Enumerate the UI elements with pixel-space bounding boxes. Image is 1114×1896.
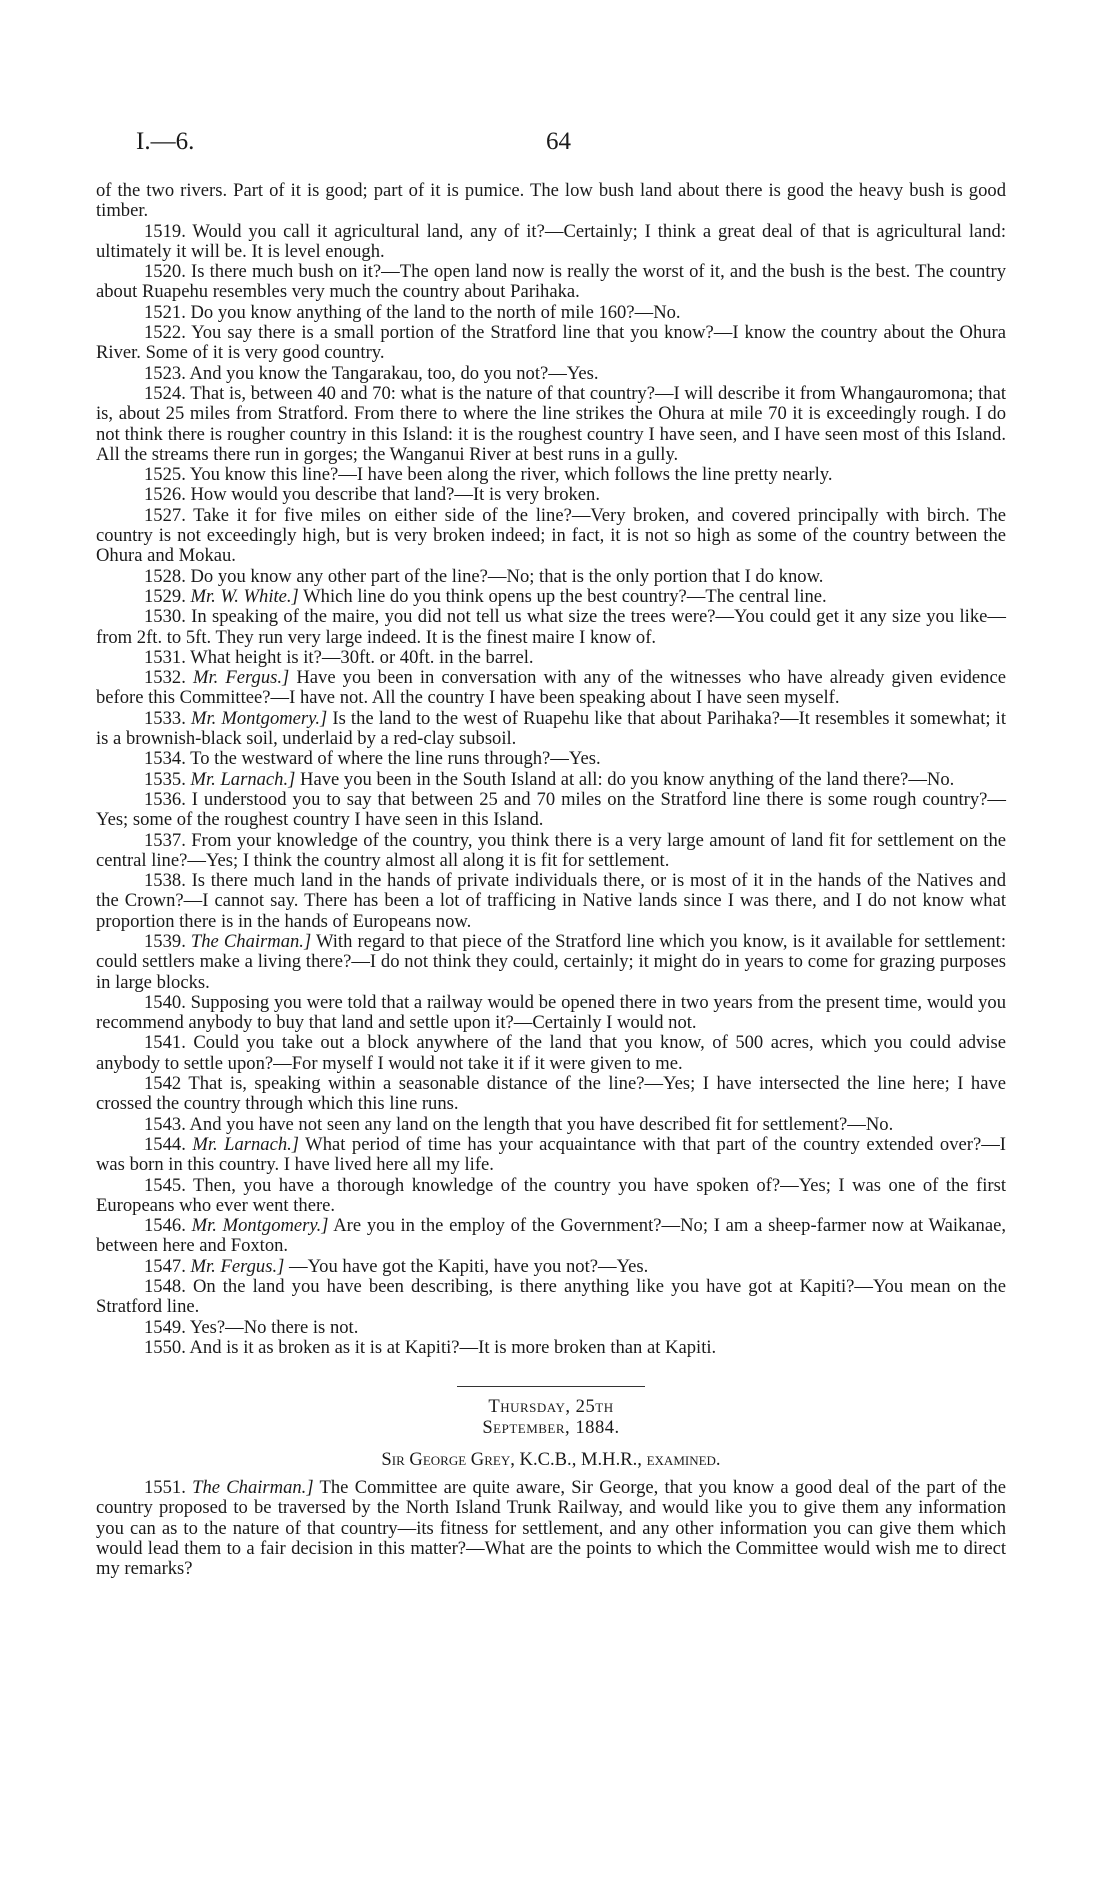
question-number: 1550. bbox=[144, 1336, 186, 1358]
page-number: 64 bbox=[546, 128, 571, 155]
paragraph-text: Take it for five miles on either side of the line?—Very broken, and covered principally with birch. The country is not exceedingly high, but is very broken indeed; in fact, it is not so high as some of the country between the Ohura and Mokau. bbox=[96, 504, 1007, 567]
paragraph-text: How would you describe that land?—It is very broken. bbox=[190, 484, 600, 506]
testimony-paragraph bbox=[96, 364, 1006, 384]
question-number: 1525. bbox=[144, 464, 186, 486]
testimony-paragraph bbox=[96, 1115, 1006, 1135]
question-number: 1523. bbox=[144, 362, 186, 384]
testimony-paragraph bbox=[96, 1216, 1006, 1257]
testimony-paragraph bbox=[96, 790, 1006, 831]
testimony-paragraph bbox=[96, 831, 1006, 872]
question-number: 1521. bbox=[144, 301, 186, 323]
question-number: 1544. bbox=[144, 1133, 186, 1155]
question-number: 1536. bbox=[144, 788, 186, 810]
testimony-paragraph bbox=[96, 1033, 1006, 1074]
paragraph-text: What height is it?—30ft. or 40ft. in the barrel. bbox=[190, 646, 534, 668]
paragraph-text: On the land you have been describing, is there anything like you have got at Kapiti?—You mean on the Stratford line. bbox=[96, 1276, 1006, 1318]
testimony-paragraph bbox=[96, 222, 1006, 263]
testimony-paragraph bbox=[96, 607, 1006, 648]
testimony-paragraph bbox=[96, 506, 1006, 567]
testimony-paragraph bbox=[96, 709, 1006, 750]
paragraph-text: Would you call it agricultural land, any of it?—Certainly; I think a great deal of that is agricultural land: ultimately it will be. It is level enough. bbox=[96, 220, 1006, 262]
paragraph-text: Yes?—No there is not. bbox=[189, 1316, 359, 1338]
question-number: 1549. bbox=[144, 1316, 186, 1338]
paragraph-text: Could you take out a block anywhere of the land that you know, of 500 acres, which you could advise anybody to settle upon?—For myself I would not take it if it were given to me. bbox=[96, 1032, 1006, 1074]
paragraph-text: And you have not seen any land on the length that you have described fit for settlement?—No. bbox=[189, 1113, 894, 1135]
testimony-paragraph bbox=[96, 932, 1006, 993]
section-date: Thursday, 25th September, 1884. bbox=[457, 1386, 645, 1438]
paragraph-text: Which line do you think opens up the best country?—The central line. bbox=[303, 585, 827, 607]
testimony-paragraph bbox=[96, 668, 1006, 709]
paragraph-text: Do you know any other part of the line?—No; that is the only portion that I do know. bbox=[190, 565, 824, 587]
testimony-paragraph bbox=[96, 323, 1006, 364]
testimony-paragraph bbox=[96, 1318, 1006, 1338]
testimony-paragraph bbox=[96, 587, 1006, 607]
paragraph-text: Supposing you were told that a railway would be opened there in two years from the present time, would you recommend anybody to buy that land and settle upon it?—Certainly I would not. bbox=[96, 991, 1006, 1034]
question-number: 1548. bbox=[144, 1276, 186, 1298]
testimony-paragraph bbox=[96, 1257, 1006, 1277]
question-number: 1540. bbox=[144, 991, 186, 1013]
question-number: 1542 bbox=[144, 1073, 182, 1095]
speaker-name: Mr. Montgomery.] bbox=[191, 1215, 329, 1237]
paragraph-text: Have you been in the South Island at all: do you know anything of the land there?—No. bbox=[300, 768, 955, 790]
question-number: 1541. bbox=[144, 1032, 186, 1054]
question-number: 1551. bbox=[144, 1477, 186, 1499]
paragraph-text: That is, speaking within a seasonable distance of the line?—Yes; I have intersected the line here; I have crossed the country through which this line runs. bbox=[96, 1073, 1007, 1115]
page-header bbox=[136, 128, 1006, 164]
question-number: 1547. bbox=[144, 1255, 186, 1277]
question-number: 1537. bbox=[144, 829, 186, 851]
paragraph-text: You say there is a small portion of the Stratford line that you know?—I know the country about the Ohura River. Some of it is very good country. bbox=[96, 322, 1006, 364]
question-number: 1530. bbox=[144, 606, 186, 628]
question-number: 1524. bbox=[144, 382, 186, 404]
testimony-paragraph bbox=[96, 262, 1006, 303]
question-number: 1545. bbox=[144, 1174, 186, 1196]
question-number: 1543. bbox=[144, 1113, 186, 1135]
testimony-paragraph bbox=[96, 1176, 1006, 1217]
document-reference: I.—6. bbox=[136, 128, 195, 155]
paragraph-text: of the two rivers. Part of it is good; part of it is pumice. The low bush land about there is good the heavy bush is good timber. bbox=[96, 180, 1006, 222]
testimony-paragraph bbox=[96, 1074, 1006, 1115]
question-number: 1535. bbox=[144, 768, 186, 790]
question-number: 1532. bbox=[144, 667, 186, 689]
document-body bbox=[96, 181, 1006, 1580]
paragraph-text: In speaking of the maire, you did not tell us what size the trees were?—You could get it any size you like—from 2ft. to 5ft. They run very large indeed. It is the finest maire I know of. bbox=[96, 606, 1006, 648]
question-number: 1534. bbox=[144, 748, 186, 770]
testimony-paragraph bbox=[96, 567, 1006, 587]
paragraph-text: Is there much bush on it?—The open land now is really the worst of it, and the bush is the best. The country about Ruapehu resembles very much the country about Parihaka. bbox=[96, 261, 1006, 303]
question-number: 1529. bbox=[144, 585, 186, 607]
testimony-paragraph bbox=[96, 1277, 1006, 1318]
paragraph-text: I understood you to say that between 25 and 70 miles on the Stratford line there is some rough country?—Yes; some of the roughest country I have seen in this Island. bbox=[96, 788, 1006, 831]
testimony-paragraph bbox=[96, 770, 1006, 790]
paragraph-text: The Committee are quite aware, Sir George, that you know a good deal of the part of the country proposed to be traversed by the North Island Trunk Railway, and would like you to give them any information you can as to the nature of that country—its fitness for settlement, and any other information you can give them which would lead them to a fair decision in this matter?—What are the points to which the Committee would wish me to direct my remarks? bbox=[96, 1477, 1007, 1580]
question-number: 1533. bbox=[144, 707, 186, 729]
speaker-name: Mr. Larnach.] bbox=[190, 768, 296, 790]
paragraph-text: With regard to that piece of the Stratford line which you know, is it available for settlement: could settlers make a living there?—I do not think they could, certainly; it might do in years to come for grazing purposes in large blocks. bbox=[96, 930, 1007, 993]
question-number: 1538. bbox=[144, 870, 186, 892]
paragraph-text: That is, between 40 and 70: what is the nature of that country?—I will describe it from Whangauromona; that is, about 25 miles from Stratford. From there to where the line strikes the Ohura at mile 70 it is exceedingly rough. I do not think there is rougher country in this Island: it is the roughest country I have seen, and I have seen most of this Island. All the streams there run in gorges; the Wanganui River at best runs in a gully. bbox=[96, 382, 1006, 465]
testimony-paragraph bbox=[96, 181, 1006, 222]
speaker-name: The Chairman.] bbox=[190, 930, 312, 952]
testimony-paragraphs bbox=[96, 181, 1006, 1358]
speaker-name: The Chairman.] bbox=[192, 1477, 314, 1499]
speaker-name: Mr. Fergus.] bbox=[190, 1255, 285, 1277]
paragraph-text: Have you been in conversation with any of the witnesses who have already given evidence before this Committee?—I have not. All the country I have been speaking about I have seen myself. bbox=[96, 667, 1006, 709]
question-number: 1531. bbox=[144, 646, 186, 668]
speaker-name: Mr. W. White.] bbox=[190, 585, 299, 607]
question-number: 1526. bbox=[144, 484, 186, 506]
paragraph-text: To the westward of where the line runs through?—Yes. bbox=[190, 748, 601, 770]
paragraph-text: And you know the Tangarakau, too, do you not?—Yes. bbox=[189, 362, 599, 384]
question-number: 1546. bbox=[144, 1215, 186, 1237]
speaker-name: Mr. Larnach.] bbox=[192, 1133, 300, 1155]
paragraph-text: What period of time has your acquaintance with that part of the country extended over?—I was born in this country. I have lived here all my life. bbox=[96, 1133, 1006, 1176]
testimony-paragraph bbox=[96, 1338, 1006, 1358]
paragraph-text: From your knowledge of the country, you think there is a very large amount of land fit for settlement on the central line?—Yes; I think the country almost all along it is fit for settlement. bbox=[96, 829, 1006, 871]
question-number: 1519. bbox=[144, 220, 186, 242]
testimony-paragraph bbox=[96, 384, 1006, 465]
speaker-name: Mr. Fergus.] bbox=[192, 667, 290, 689]
testimony-paragraph bbox=[96, 303, 1006, 323]
testimony-paragraph bbox=[96, 648, 1006, 668]
question-number: 1527. bbox=[144, 504, 186, 526]
question-number: 1520. bbox=[144, 261, 186, 283]
testimony-paragraph bbox=[96, 749, 1006, 769]
testimony-paragraph bbox=[96, 465, 1006, 485]
paragraph-text: Are you in the employ of the Government?—No; I am a sheep-farmer now at Waikanae, between here and Foxton. bbox=[96, 1215, 1006, 1257]
testimony-paragraph bbox=[96, 993, 1006, 1034]
testimony-paragraph bbox=[96, 485, 1006, 505]
paragraph-text: Then, you have a thorough knowledge of the country you have spoken of?—Yes; I was one of the first Europeans who ever went there. bbox=[96, 1174, 1006, 1216]
paragraph-text: Is there much land in the hands of private individuals there, or is most of it in the hands of the Natives and the Crown?—I cannot say. There has been a lot of trafficing in Native lands since I was there, and I do not know what proportion there is in the hands of Europeans now. bbox=[96, 870, 1006, 932]
speaker-name: Mr. Montgomery.] bbox=[190, 707, 328, 729]
paragraph-text: You know this line?—I have been along the river, which follows the line pretty nearly. bbox=[189, 464, 833, 486]
paragraph-text: Is the land to the west of Ruapehu like that about Parihaka?—It resembles it somewhat; it is a brownish-black soil, underlaid by a red-clay subsoil. bbox=[96, 707, 1006, 750]
paragraph-text: —You have got the Kapiti, have you not?—Yes. bbox=[289, 1255, 649, 1277]
question-number: 1528. bbox=[144, 565, 186, 587]
testimony-paragraph bbox=[96, 1478, 1006, 1579]
witness-examined-line: Sir George Grey, K.C.B., M.H.R., examined. bbox=[381, 1448, 721, 1470]
question-number: 1522. bbox=[144, 322, 186, 344]
question-number: 1539. bbox=[144, 930, 186, 952]
testimony-paragraph bbox=[96, 1135, 1006, 1176]
paragraph-text: Do you know anything of the land to the north of mile 160?—No. bbox=[190, 301, 681, 323]
testimony-paragraph bbox=[96, 871, 1006, 932]
section-heading bbox=[96, 1386, 1006, 1470]
testimony-paragraphs-continued bbox=[96, 1478, 1006, 1579]
paragraph-text: And is it as broken as it is at Kapiti?—It is more broken than at Kapiti. bbox=[189, 1336, 717, 1358]
